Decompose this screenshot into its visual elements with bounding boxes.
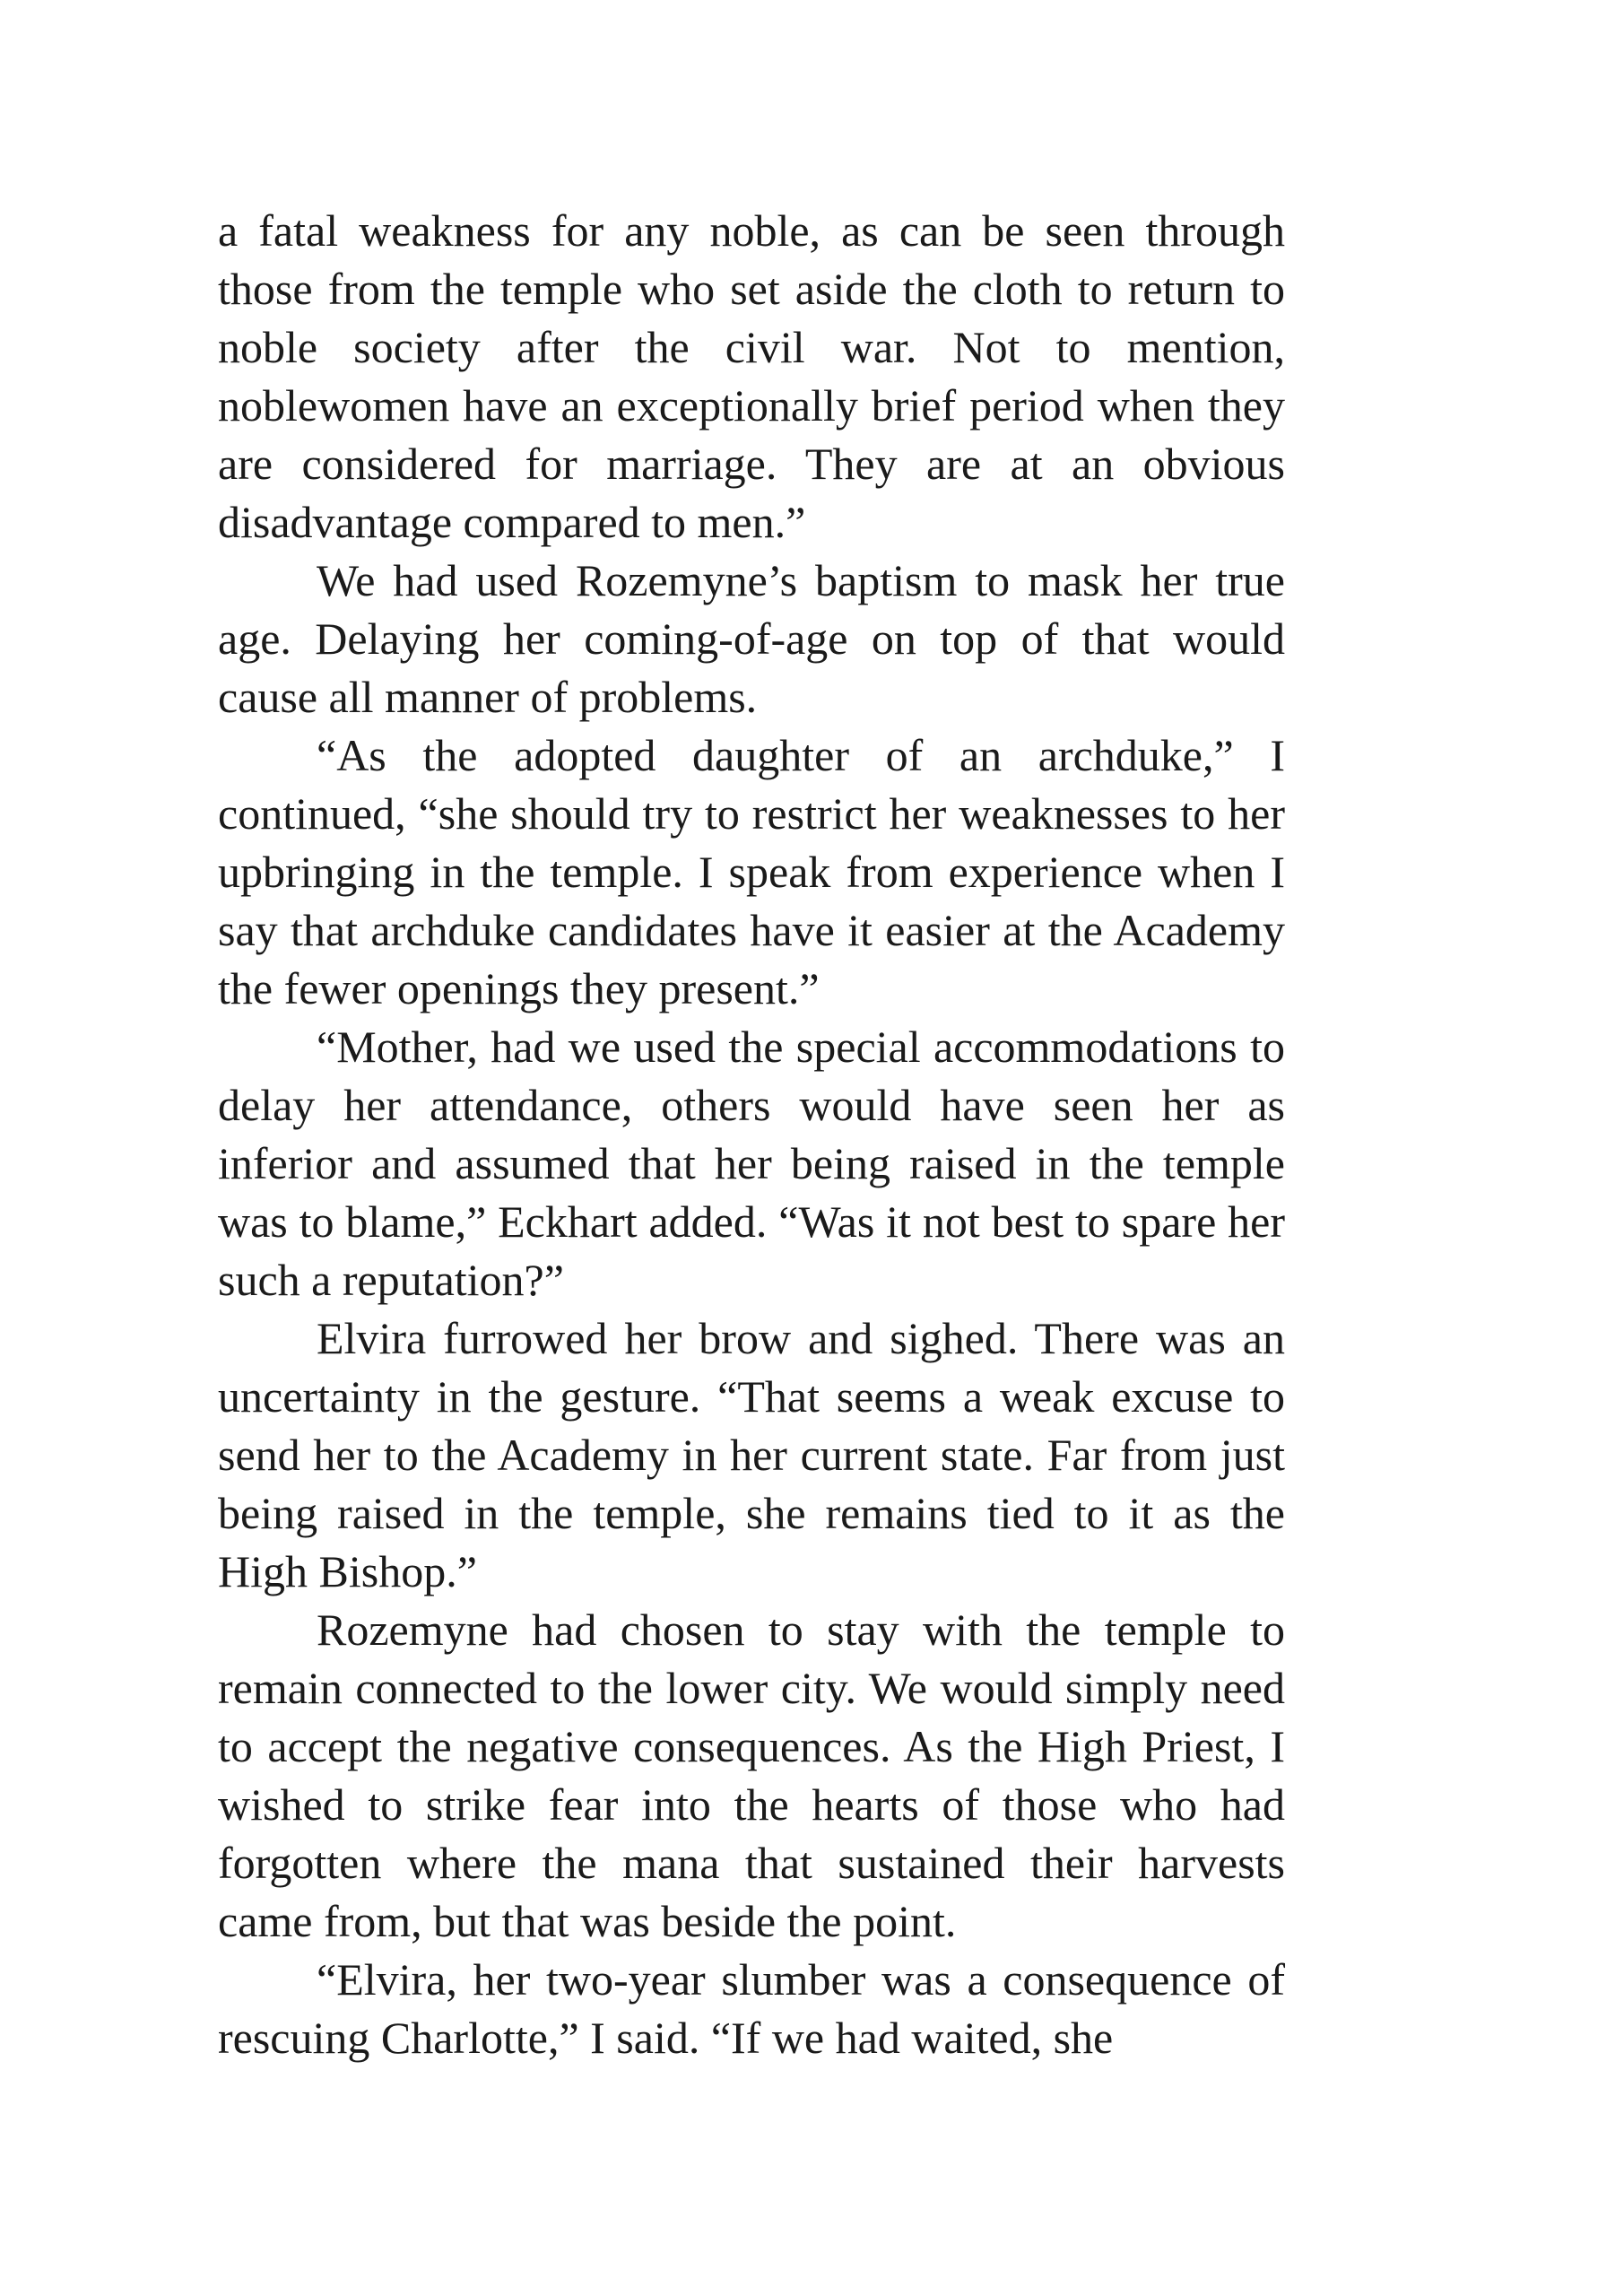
paragraph-2: We had used Rozemyne’s baptism to mask her true age. Delaying her coming-of-age on top of that would cause all manner of problems. xyxy=(218,555,1285,722)
paragraph-3: “As the adopted daughter of an archduke,” I continued, “she should try to restrict her weaknesses to her upbringing in the temple. I speak from experience when I say that archduke candidates have it easier at the Academy the fewer openings they present.” xyxy=(218,730,1285,1013)
paragraph-5: Elvira furrowed her brow and sighed. There was an uncertainty in the gesture. “That seems a weak excuse to send her to the Academy in her current state. Far from just being raised in the temple, she remains tied to it as the High Bishop.” xyxy=(218,1313,1285,1596)
body-text xyxy=(218,202,1285,2067)
paragraph-7: “Elvira, her two-year slumber was a consequence of rescuing Charlotte,” I said. “If we had waited, she xyxy=(218,1954,1285,2063)
paragraph-1: a fatal weakness for any noble, as can be seen through those from the temple who set aside the cloth to return to noble society after the civil war. Not to mention, noblewomen have an exceptionally brief period when they are considered for marriage. They are at an obvious disadvantage compared to men.” xyxy=(218,205,1285,547)
paragraph-4: “Mother, had we used the special accommodations to delay her attendance, others would have seen her as inferior and assumed that her being raised in the temple was to blame,” Eckhart added. “Was it not best to spare her such a reputation?” xyxy=(218,1022,1285,1305)
paragraph-6: Rozemyne had chosen to stay with the temple to remain connected to the lower city. We would simply need to accept the negative consequences. As the High Priest, I wished to strike fear into the hearts of those who had forgotten where the mana that sustained their harvests came from, but that was beside the point. xyxy=(218,1605,1285,1946)
